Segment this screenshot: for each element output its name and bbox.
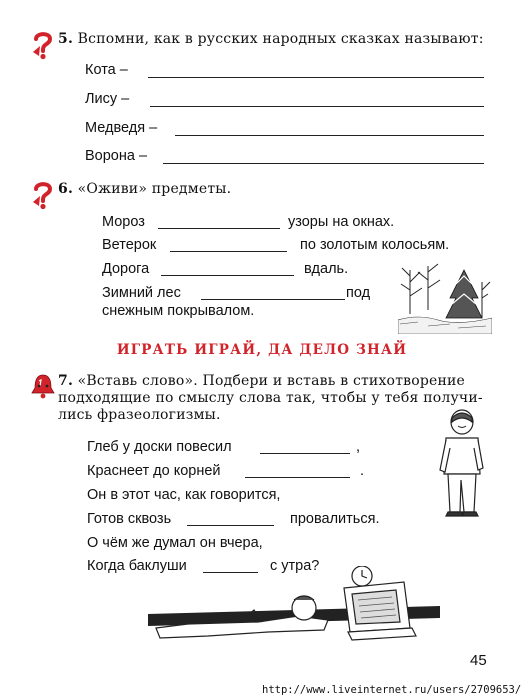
page-number: 45 (470, 652, 487, 669)
answer-line[interactable] (175, 135, 484, 136)
answer-line[interactable] (161, 275, 294, 276)
task-6-line-3-end: вдаль. (304, 261, 349, 277)
boy-lying-illustration (148, 566, 440, 644)
poem-line-4-start: Готов сквозь (87, 511, 172, 527)
task-5-item-1: Кота – (85, 62, 128, 78)
task-5-number: 5. (58, 31, 74, 47)
poem-line-4-end: провалиться. (290, 511, 380, 527)
bell-icon (30, 372, 56, 400)
task-6-line-5: снежным покрывалом. (102, 303, 255, 319)
answer-line[interactable] (245, 477, 350, 478)
task-7-prompt-line-3: лись фразеологизмы. (58, 407, 221, 423)
task-6-prompt: «Оживи» предметы. (77, 181, 232, 197)
task-5-item-2: Лису – (85, 91, 130, 107)
boy-standing-illustration (436, 408, 486, 520)
poem-line-2-start: Краснеет до корней (87, 463, 221, 479)
task-6-line-1-end: узоры на окнах. (288, 214, 395, 230)
question-mark-icon (30, 30, 56, 60)
poem-line-6-start: Когда баклуши (87, 558, 187, 574)
task-5-item-3: Медведя – (85, 120, 158, 136)
task-7-prompt-line-2: подходящие по смыслу слова так, чтобы у тебя получи- (58, 390, 483, 406)
task-5-header (58, 31, 484, 47)
task-6-line-3-start: Дорога (102, 261, 150, 277)
task-6-header (58, 181, 231, 197)
answer-line[interactable] (170, 251, 287, 252)
task-6-line-2-start: Ветерок (102, 237, 157, 253)
answer-line[interactable] (260, 453, 350, 454)
answer-line[interactable] (148, 77, 484, 78)
poem-line-6-end: с утра? (270, 558, 320, 574)
task-7-number: 7. (58, 373, 74, 389)
poem-line-1-start: Глеб у доски повесил (87, 439, 232, 455)
answer-line[interactable] (158, 228, 280, 229)
question-mark-icon (30, 180, 56, 210)
task-6-line-4-start: Зимний лес (102, 285, 181, 301)
poem-line-1-end: , (356, 439, 361, 455)
poem-line-3: Он в этот час, как говорится, (87, 487, 281, 503)
task-7-prompt-line-1 (58, 373, 465, 389)
answer-line[interactable] (163, 163, 484, 164)
watermark-url: http://www.liveinternet.ru/users/2709653/ (262, 684, 522, 696)
task-6-line-2-end: по золотым колосьям. (300, 237, 450, 253)
answer-line[interactable] (150, 106, 484, 107)
answer-line[interactable] (201, 299, 345, 300)
task-5-item-4: Ворона – (85, 148, 148, 164)
section-heading: ИГРАТЬ ИГРАЙ, ДА ДЕЛО ЗНАЙ (116, 342, 408, 358)
winter-forest-illustration (398, 262, 492, 334)
task-7-prompt-text-1: «Вставь слово». Подбери и вставь в стихотворение (77, 373, 466, 389)
poem-line-2-end: . (360, 463, 365, 479)
task-6-line-1-start: Мороз (102, 214, 145, 230)
answer-line[interactable] (187, 525, 274, 526)
task-6-number: 6. (58, 181, 74, 197)
task-5-prompt: Вспомни, как в русских народных сказках называют: (77, 31, 484, 47)
poem-line-5: О чём же думал он вчера, (87, 535, 263, 551)
task-6-line-4-end: под (346, 285, 371, 301)
